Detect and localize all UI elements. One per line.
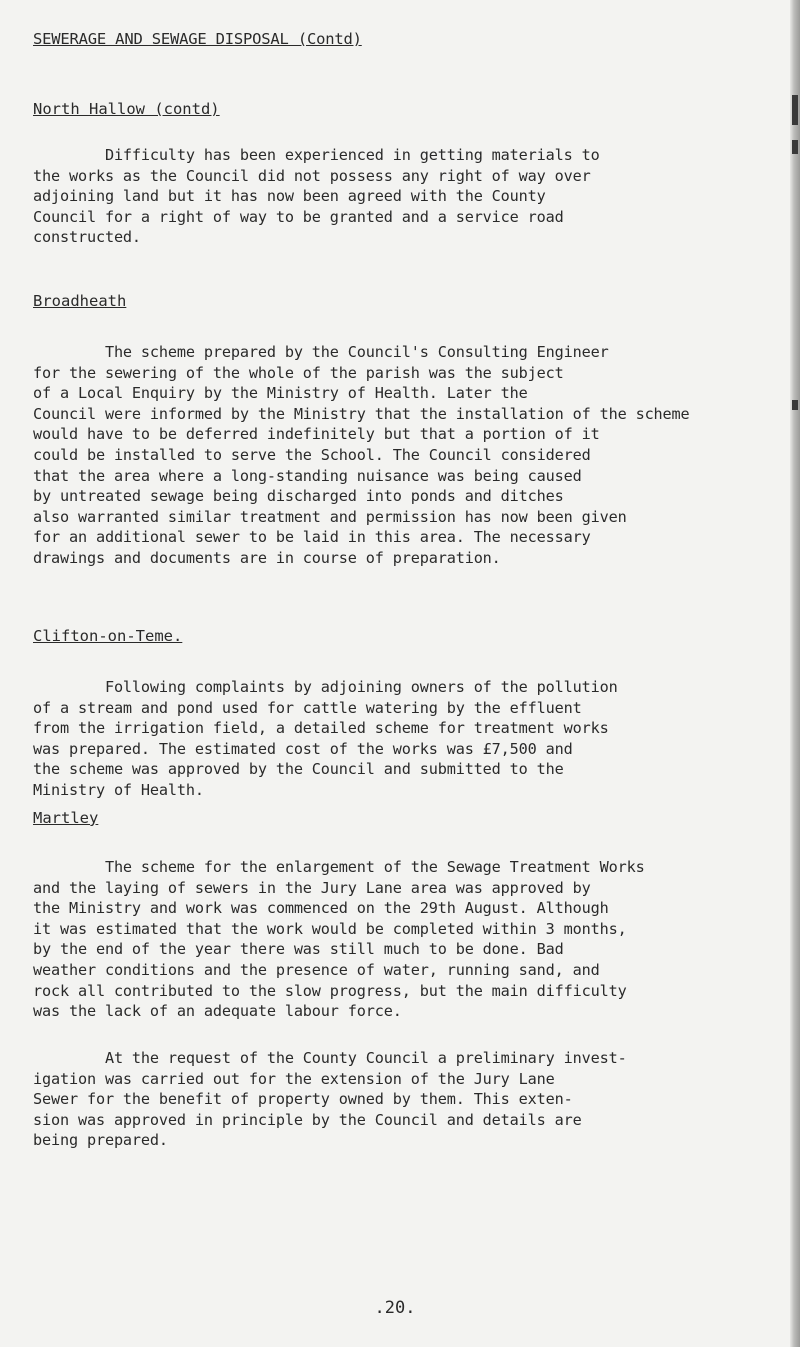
edge-mark [792,400,798,410]
edge-mark [792,95,798,125]
clifton-paragraph: Following complaints by adjoining owners of the pollution of a stream and pond used for cattle watering by the effluent from the irrigation field, a detailed scheme for treatment works was prepared. The estimated cost of the works was £7,500 and the scheme was approved by the Council and submitted to the Ministry of Health. [33,678,618,799]
section-heading-broadheath: Broadheath [33,292,127,310]
section-heading-martley: Martley [33,809,99,827]
page-number: .20. [374,1298,416,1318]
section-heading-north-hallow: North Hallow (contd) [33,100,220,118]
north-hallow-paragraph: Difficulty has been experienced in getting materials to the works as the Council did not possess any right of way over adjoining land but it has now been agreed with the County Council for a right of way to be granted and a service road constructed. [33,146,600,247]
section-heading-clifton-on-teme: Clifton-on-Teme. [33,627,183,645]
page-header: SEWERAGE AND SEWAGE DISPOSAL (Contd) [33,30,362,48]
broadheath-paragraph: The scheme prepared by the Council's Consulting Engineer for the sewering of the whole of the parish was the subject of a Local Enquiry by the Ministry of Health. Later the Council were informed by the Ministry that the installation of the scheme would have to be deferred indefinitely but that a portion of it could be installed to serve the School. The Council considered that the area where a long-standing nuisance was being caused by untreated sewage being discharged into ponds and ditches also warranted similar treatment and permission has now been given for an additional sewer to be laid in this area. The necessary drawings and documents are in course of preparation. [33,343,690,567]
edge-mark [792,140,798,154]
page-edge-shadow [790,0,800,1347]
martley-paragraph-1: The scheme for the enlargement of the Sewage Treatment Works and the laying of sewers in the Jury Lane area was approved by the Ministry and work was commenced on the 29th August. Although it was estimated that the work would be completed within 3 months, by the end of the year there was still much to be done. Bad weather conditions and the presence of water, running sand, and rock all contributed to the slow progress, but the main difficulty was the lack of an adequate labour force. [33,858,645,1021]
martley-paragraph-2: At the request of the County Council a preliminary invest- igation was carried out for the extension of the Jury Lane Sewer for the benefit of property owned by them. This exten- sion was approved in principle by the Council and details are being prepared. [33,1049,627,1150]
